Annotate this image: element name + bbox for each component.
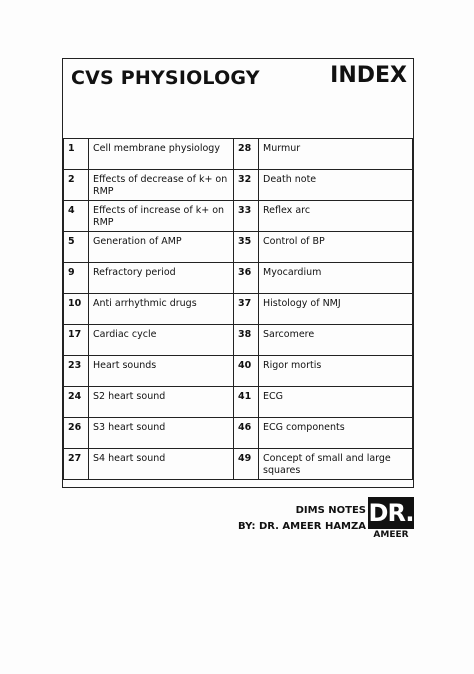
table-row (64, 139, 413, 170)
left-topic: Anti arrhythmic drugs (89, 294, 234, 325)
left-topic: Generation of AMP (89, 232, 234, 263)
right-page-number: 35 (234, 232, 259, 263)
left-topic: Refractory period (89, 263, 234, 294)
left-topic: S2 heart sound (89, 387, 234, 418)
dr-ameer-logo (368, 497, 414, 541)
left-topic: Heart sounds (89, 356, 234, 387)
left-page-number: 1 (64, 139, 89, 170)
right-topic: Sarcomere (259, 325, 413, 356)
right-page-number: 46 (234, 418, 259, 449)
footer-line-notes: DIMS NOTES (295, 505, 366, 516)
index-label: INDEX (330, 63, 407, 88)
page-title: CVS PHYSIOLOGY (71, 67, 260, 89)
right-topic: Histology of NMJ (259, 294, 413, 325)
right-topic: Reflex arc (259, 201, 413, 232)
left-page-number: 4 (64, 201, 89, 232)
right-page-number: 28 (234, 139, 259, 170)
right-topic: Rigor mortis (259, 356, 413, 387)
table-row (64, 356, 413, 387)
footer-credits (238, 503, 366, 535)
left-page-number: 27 (64, 449, 89, 480)
right-topic: Myocardium (259, 263, 413, 294)
right-page-number: 33 (234, 201, 259, 232)
left-page-number: 2 (64, 170, 89, 201)
left-topic: S3 heart sound (89, 418, 234, 449)
index-header (63, 59, 413, 139)
logo-main-text: DR. (368, 499, 414, 527)
right-page-number: 49 (234, 449, 259, 480)
table-row (64, 418, 413, 449)
right-page-number: 40 (234, 356, 259, 387)
logo-sub-text: AMEER (373, 530, 409, 540)
right-topic: ECG (259, 387, 413, 418)
right-page-number: 32 (234, 170, 259, 201)
right-topic: ECG components (259, 418, 413, 449)
left-page-number: 9 (64, 263, 89, 294)
left-page-number: 10 (64, 294, 89, 325)
left-page-number: 24 (64, 387, 89, 418)
left-topic: Effects of increase of k+ on RMP (89, 201, 234, 232)
left-page-number: 23 (64, 356, 89, 387)
table-row (64, 170, 413, 201)
table-row (64, 201, 413, 232)
table-row (64, 294, 413, 325)
left-topic: S4 heart sound (89, 449, 234, 480)
right-page-number: 37 (234, 294, 259, 325)
left-page-number: 26 (64, 418, 89, 449)
table-row (64, 325, 413, 356)
left-topic: Cell membrane physiology (89, 139, 234, 170)
footer (0, 497, 474, 557)
left-topic: Effects of decrease of k+ on RMP (89, 170, 234, 201)
right-topic: Death note (259, 170, 413, 201)
table-row (64, 232, 413, 263)
left-page-number: 17 (64, 325, 89, 356)
right-page-number: 38 (234, 325, 259, 356)
table-row (64, 449, 413, 480)
index-table (63, 138, 413, 480)
index-frame (62, 58, 414, 488)
table-row (64, 387, 413, 418)
table-row (64, 263, 413, 294)
left-topic: Cardiac cycle (89, 325, 234, 356)
right-page-number: 36 (234, 263, 259, 294)
right-topic: Control of BP (259, 232, 413, 263)
right-page-number: 41 (234, 387, 259, 418)
left-page-number: 5 (64, 232, 89, 263)
footer-line-author: BY: DR. AMEER HAMZA (238, 521, 366, 532)
right-topic: Murmur (259, 139, 413, 170)
right-topic: Concept of small and large squares (259, 449, 413, 480)
